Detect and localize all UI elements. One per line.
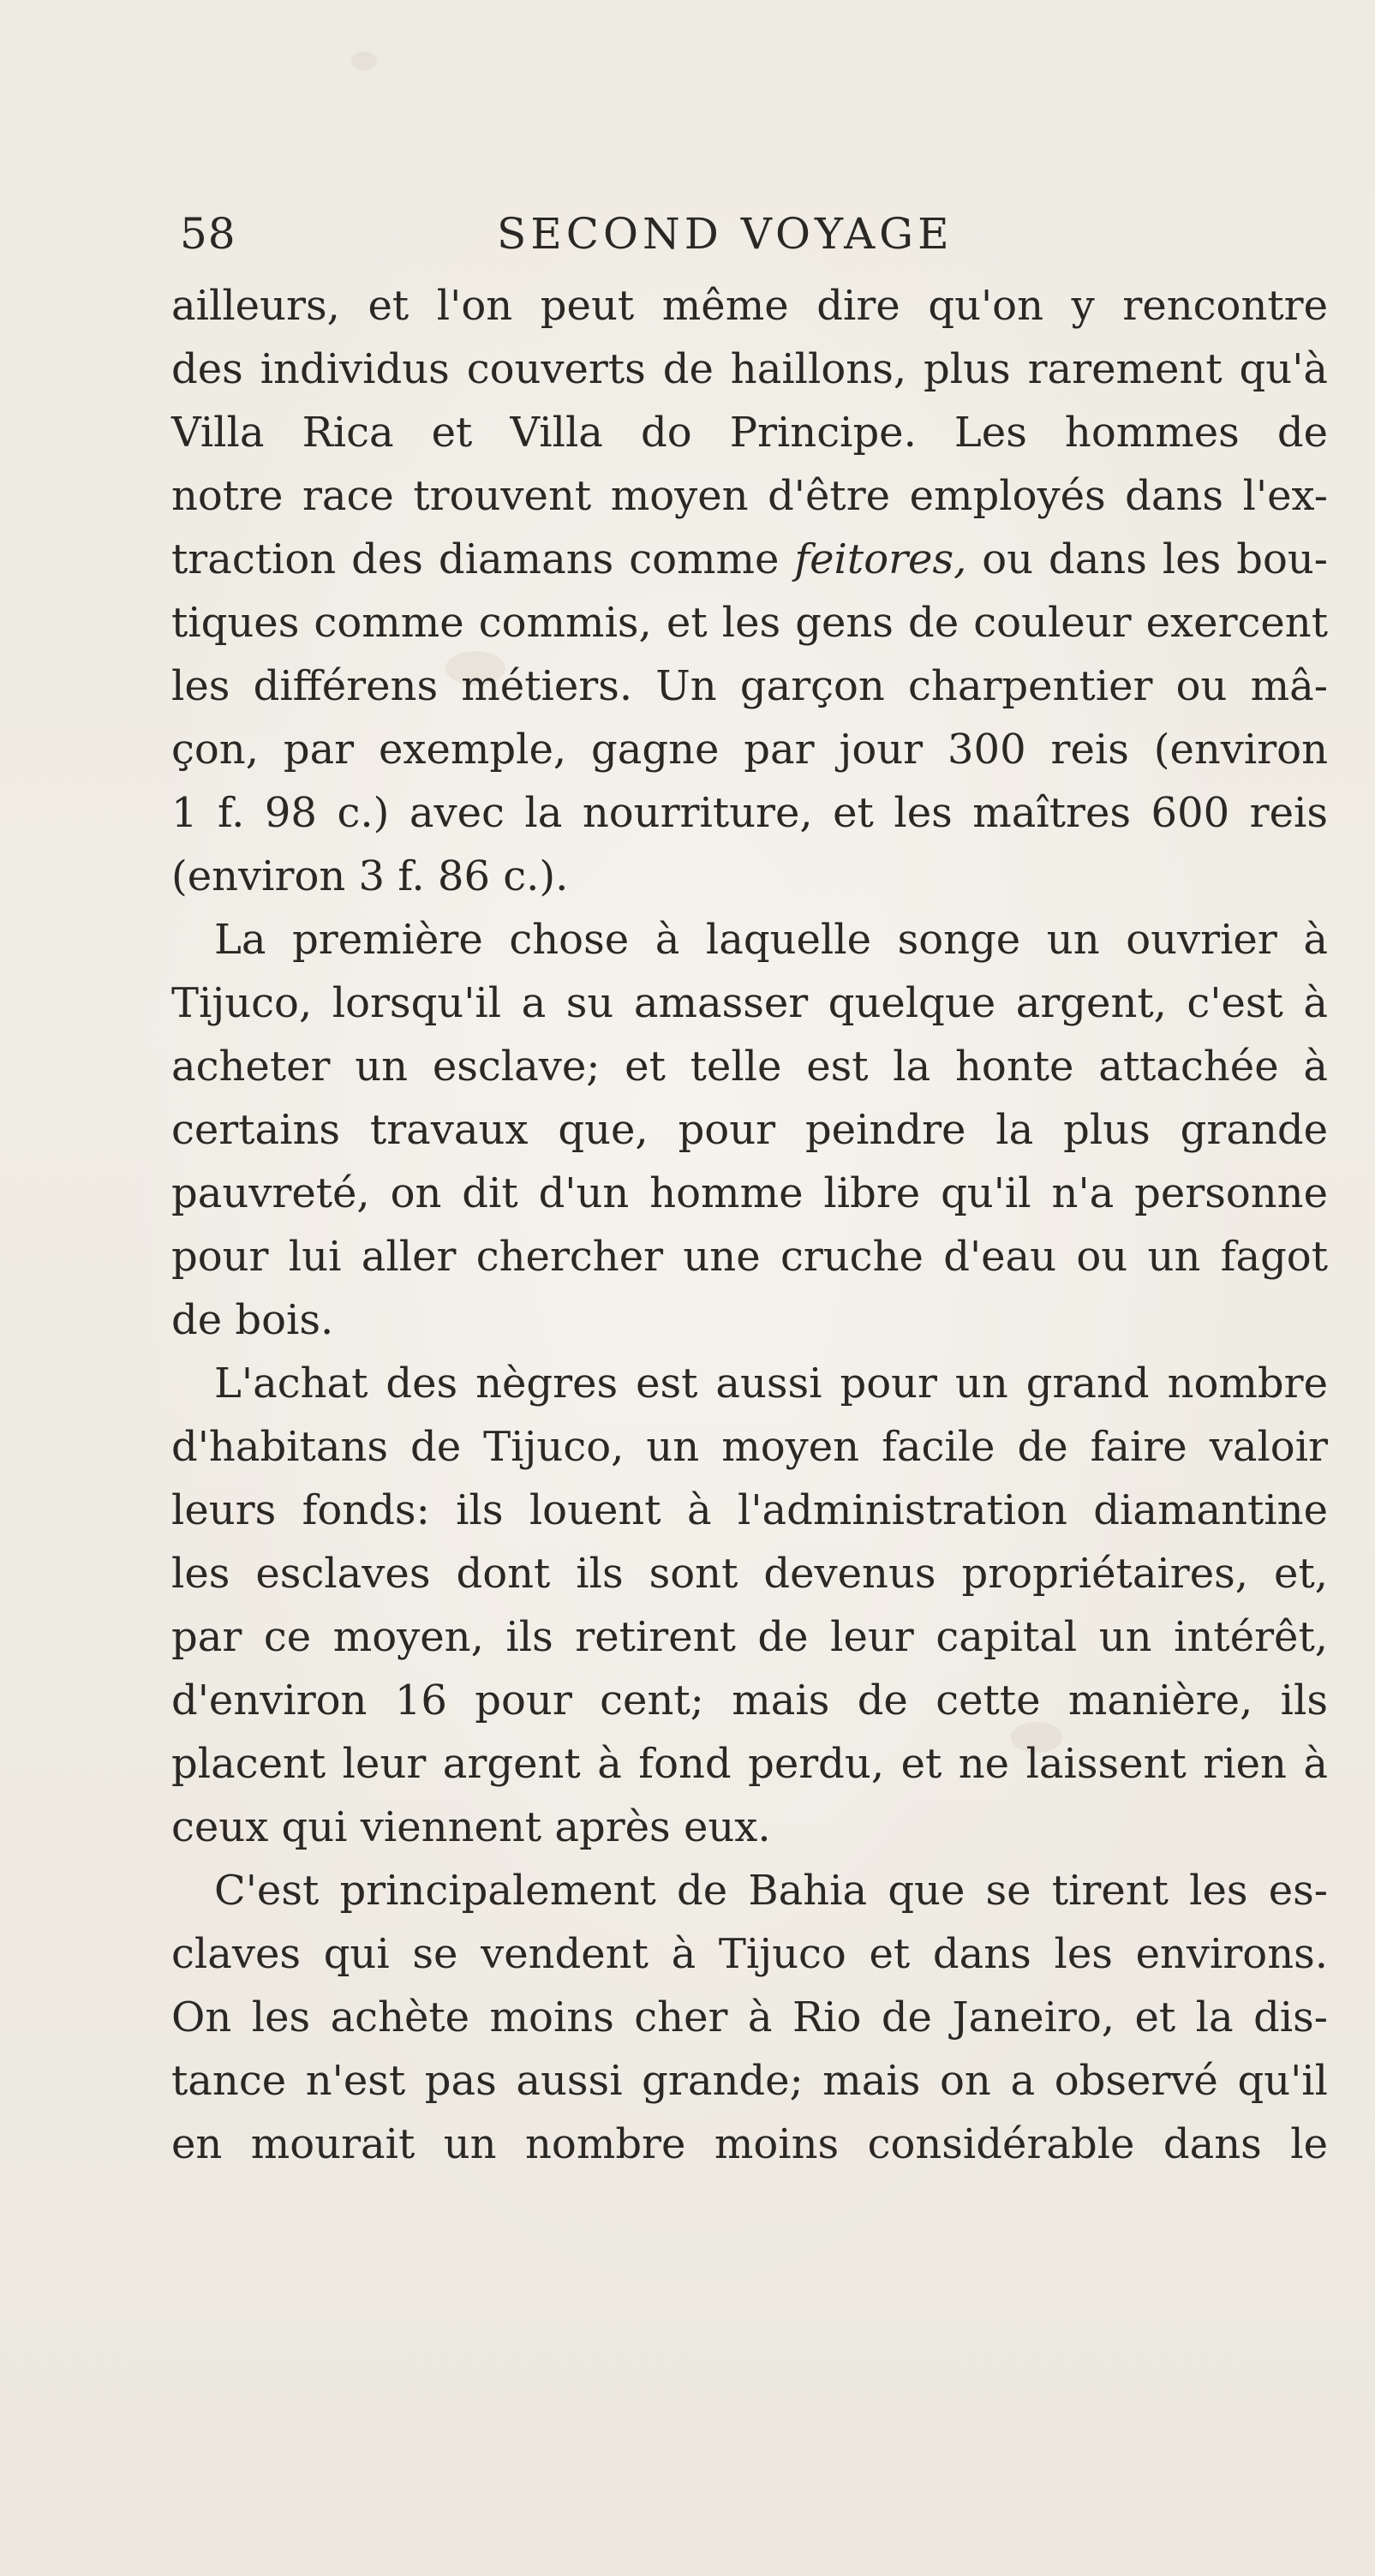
text-line: tance n'est pas aussi grande; mais on a observé qu'il (171, 2057, 1328, 2105)
text-line: les esclaves dont ils sont devenus propriétaires, et, (171, 1550, 1328, 1598)
text-line: ceux qui viennent après eux. (171, 1803, 771, 1851)
text-line: pour lui aller chercher une cruche d'eau ou un fagot (171, 1233, 1328, 1281)
paragraph-3 (171, 1352, 1328, 1859)
text-line: d'habitans de Tijuco, un moyen facile de faire valoir (171, 1423, 1328, 1471)
text-line: çon, par exemple, gagne par jour 300 reis (environ (171, 726, 1328, 774)
text-line: (environ 3 f. 86 c.). (171, 852, 569, 900)
body-text (171, 274, 1328, 2176)
text-line: placent leur argent à fond perdu, et ne laissent rien à (171, 1740, 1328, 1788)
paper-stain (351, 51, 377, 70)
text-line-feitores: traction des diamans comme feitores, ou dans les bou- (171, 535, 1328, 583)
text-line: claves qui se vendent à Tijuco et dans les environs. (171, 1930, 1328, 1978)
text-line: acheter un esclave; et telle est la honte attachée à (171, 1043, 1328, 1091)
paragraph-1 (171, 274, 1328, 908)
paragraph-2 (171, 908, 1328, 1352)
text-line: les différens métiers. Un garçon charpentier ou mâ- (171, 662, 1328, 710)
text-line: notre race trouvent moyen d'être employés dans l'ex- (171, 472, 1328, 520)
text-line: certains travaux que, pour peindre la plus grande (171, 1106, 1328, 1154)
text-line: On les achète moins cher à Rio de Janeiro, et la dis- (171, 1993, 1328, 2041)
text-line: leurs fonds: ils louent à l'administration diamantine (171, 1486, 1328, 1534)
page-number: 58 (180, 209, 236, 259)
text-line: La première chose à laquelle songe un ouvrier à (214, 916, 1328, 964)
text-line: Villa Rica et Villa do Principe. Les hommes de (171, 409, 1328, 457)
text-line: ailleurs, et l'on peut même dire qu'on y rencontre (171, 282, 1328, 330)
running-title: SECOND VOYAGE (497, 209, 954, 259)
text-line: tiques comme commis, et les gens de couleur exercent (171, 599, 1328, 647)
text-line: pauvreté, on dit d'un homme libre qu'il n'a personne (171, 1169, 1328, 1217)
text-line: de bois. (171, 1296, 334, 1344)
running-head (180, 204, 1328, 264)
text-line: C'est principalement de Bahia que se tirent les es- (214, 1867, 1328, 1915)
text-line: par ce moyen, ils retirent de leur capital un intérêt, (171, 1613, 1328, 1661)
text-line: 1 f. 98 c.) avec la nourriture, et les maîtres 600 reis (171, 789, 1328, 837)
text-line: d'environ 16 pour cent; mais de cette manière, ils (171, 1676, 1328, 1724)
text-line: L'achat des nègres est aussi pour un grand nombre (214, 1360, 1328, 1408)
paragraph-4 (171, 1859, 1328, 2176)
text-line: des individus couverts de haillons, plus rarement qu'à (171, 345, 1328, 393)
text-line: Tijuco, lorsqu'il a su amasser quelque argent, c'est à (171, 979, 1328, 1027)
text-line: en mourait un nombre moins considérable dans le (171, 2120, 1328, 2168)
